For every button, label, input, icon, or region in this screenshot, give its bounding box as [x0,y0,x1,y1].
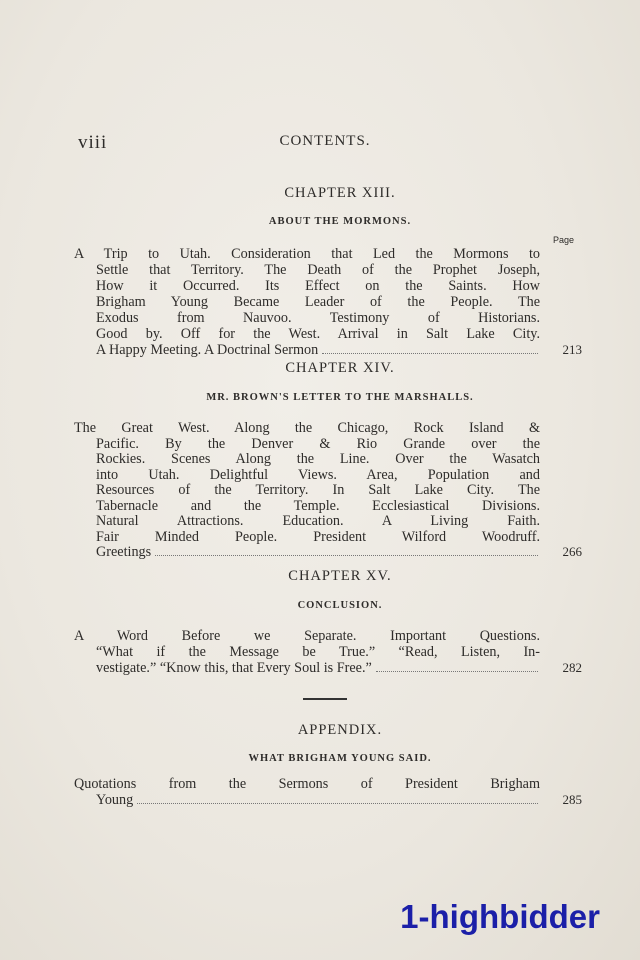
toc-line: into Utah. Delightful Views. Area, Population and [96,466,540,483]
toc-line [70,660,582,676]
chapter-subtitle: ABOUT THE MORMONS. [268,216,412,227]
toc-line-text: Young [96,792,134,808]
chapter-title: CHAPTER XV. [288,568,392,584]
chapter-title: CHAPTER XIV. [285,360,395,376]
dot-leader [376,660,538,672]
toc-line: Good by. Off for the West. Arrival in Salt Lake City. [96,326,540,342]
page-number: 285 [562,792,582,807]
toc-line [70,792,582,808]
toc-entry [70,420,582,560]
toc-line: Fair Minded People. President Wilford Woodruff. [96,528,540,545]
toc-line-text: vestigate.” “Know this, that Every Soul is Free.” [96,660,372,676]
toc-entry [70,776,582,808]
toc-line: Resources of the Territory. In Salt Lake City. The [96,482,540,498]
page-number: 266 [562,544,582,559]
dot-leader [137,792,538,804]
toc-line: Settle that Territory. The Death of the Prophet Joseph, [96,262,540,278]
toc-line: Exodus from Nauvoo. Testimony of Historians. [96,310,540,326]
toc-line-text: Greetings [96,544,152,560]
toc-entry [70,246,582,358]
chapter-subtitle: MR. BROWN'S LETTER TO THE MARSHALLS. [206,392,474,403]
page-number: 213 [562,342,582,357]
toc-line-text: A Happy Meeting. A Doctrinal Sermon [96,342,319,358]
page-column-label: Page [553,235,575,245]
chapter-title: APPENDIX. [297,722,383,738]
toc-line [70,544,582,560]
chapter-title: CHAPTER XIII. [284,185,396,201]
toc-line: “What if the Message be True.” “Read, Listen, In- [96,644,540,660]
toc-line [70,342,582,358]
chapter-subtitle: CONCLUSION. [297,600,383,611]
toc-line: A Word Before we Separate. Important Questions. [74,628,540,644]
running-head: CONTENTS. [279,133,371,149]
toc-line: Natural Attractions. Education. A Living Faith. [96,513,540,529]
toc-line: Pacific. By the Denver & Rio Grande over the [96,435,540,452]
toc-line: Rockies. Scenes Along the Line. Over the Wasatch [96,451,540,467]
toc-entry [70,628,582,676]
chapter-subtitle: WHAT BRIGHAM YOUNG SAID. [248,753,432,764]
toc-line: Brigham Young Became Leader of the People. The [96,294,540,310]
toc-line: Quotations from the Sermons of President Brigham [74,776,540,792]
watermark: 1-highbidder [400,898,600,935]
toc-line: How it Occurred. Its Effect on the Saints. How [96,278,540,294]
toc-line: Tabernacle and the Temple. Ecclesiastical Divisions. [96,497,540,514]
toc-line: The Great West. Along the Chicago, Rock Island & [74,420,540,436]
dot-leader [322,342,538,354]
toc-line: A Trip to Utah. Consideration that Led the Mormons to [74,246,540,262]
page-number: 282 [562,660,582,675]
dot-leader [155,544,538,556]
section-divider [303,698,347,700]
page-folio: viii [78,132,108,153]
